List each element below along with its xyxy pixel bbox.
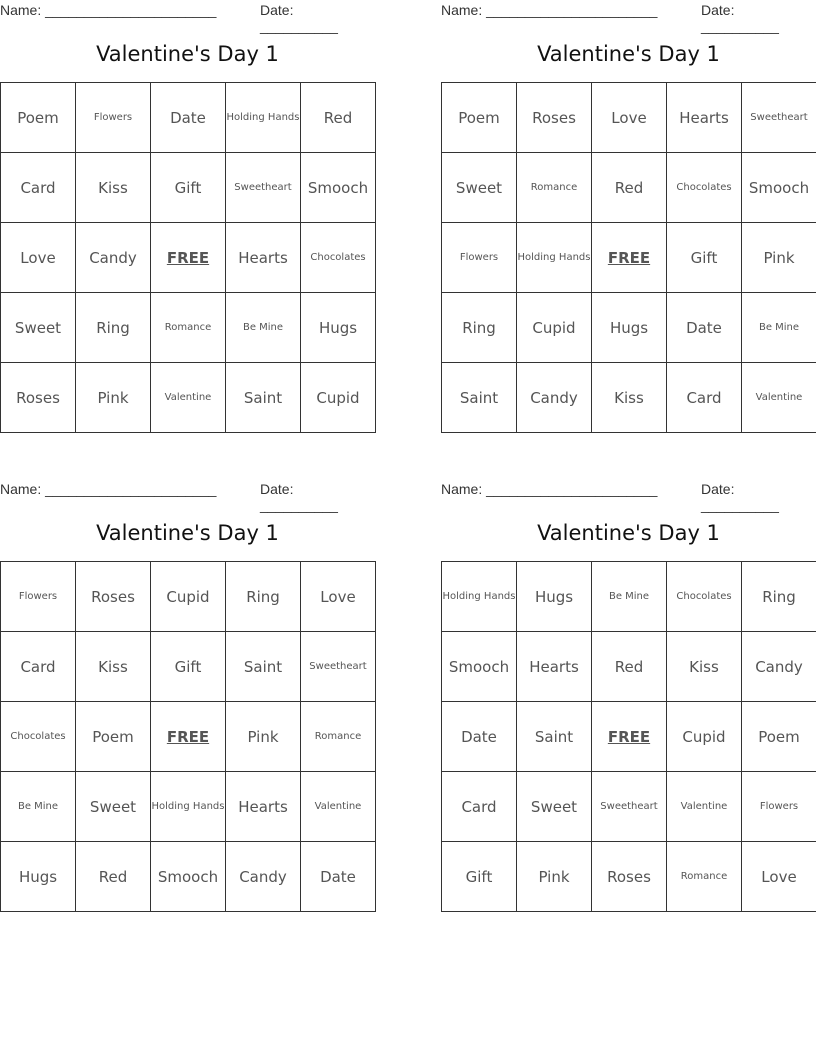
bingo-cell: Sweetheart (592, 772, 667, 842)
bingo-card-4 (441, 479, 816, 911)
bingo-cell: Hugs (1, 842, 76, 912)
grid-row (1, 842, 376, 912)
bingo-cell: Candy (76, 223, 151, 293)
bingo-cell: Hearts (226, 223, 301, 293)
bingo-cell: Pink (226, 702, 301, 772)
bingo-cell: Red (301, 83, 376, 153)
grid-row (1, 363, 376, 433)
bingo-cell: Date (151, 83, 226, 153)
bingo-cell: Kiss (592, 363, 667, 433)
card-title: Valentine's Day 1 (96, 42, 279, 66)
bingo-cell: Holding Hands (226, 83, 301, 153)
grid-row (1, 562, 376, 632)
bingo-cell: Saint (442, 363, 517, 433)
bingo-cell: Poem (76, 702, 151, 772)
bingo-cell: Love (742, 842, 816, 912)
name-field-label: Name: ______________________ (441, 2, 658, 18)
bingo-cell: Kiss (76, 153, 151, 223)
bingo-cell: Hearts (667, 83, 742, 153)
bingo-cell: Candy (517, 363, 592, 433)
bingo-cell: Poem (1, 83, 76, 153)
free-space-cell: FREE (592, 223, 667, 293)
bingo-cell: Love (1, 223, 76, 293)
bingo-cell: Hugs (592, 293, 667, 363)
date-field-label: Date: __________ (701, 2, 779, 34)
grid-row (442, 223, 816, 293)
grid-row (1, 702, 376, 772)
bingo-cell: Holding Hands (517, 223, 592, 293)
date-field-label: Date: __________ (260, 2, 338, 34)
bingo-cell: Date (301, 842, 376, 912)
bingo-cell: Kiss (76, 632, 151, 702)
bingo-cell: Love (592, 83, 667, 153)
bingo-cell: Kiss (667, 632, 742, 702)
date-field-label: Date: __________ (260, 481, 338, 513)
bingo-cell: Red (76, 842, 151, 912)
grid-row (442, 632, 816, 702)
bingo-cell: Valentine (667, 772, 742, 842)
bingo-cell: Date (667, 293, 742, 363)
bingo-cell: Cupid (301, 363, 376, 433)
date-field-label: Date: __________ (701, 481, 779, 513)
bingo-card-2 (441, 0, 816, 432)
grid-row (442, 363, 816, 433)
bingo-cell: Romance (517, 153, 592, 223)
bingo-cell: Be Mine (742, 293, 816, 363)
grid-row (1, 293, 376, 363)
bingo-cell: Sweetheart (226, 153, 301, 223)
card-header (0, 2, 375, 34)
bingo-cell: Saint (226, 632, 301, 702)
card-title: Valentine's Day 1 (537, 521, 720, 545)
name-field-label: Name: ______________________ (0, 481, 217, 497)
bingo-cell: Chocolates (1, 702, 76, 772)
bingo-cell: Sweetheart (742, 83, 816, 153)
bingo-cell: Be Mine (592, 562, 667, 632)
bingo-cell: Valentine (301, 772, 376, 842)
bingo-cell: Cupid (667, 702, 742, 772)
bingo-cell: Flowers (742, 772, 816, 842)
bingo-cell: Roses (517, 83, 592, 153)
bingo-cell: Be Mine (1, 772, 76, 842)
bingo-cell: Romance (301, 702, 376, 772)
bingo-cell: Poem (742, 702, 816, 772)
bingo-cell: Sweet (1, 293, 76, 363)
bingo-grid (441, 561, 816, 912)
bingo-cell: Pink (517, 842, 592, 912)
bingo-cell: Gift (442, 842, 517, 912)
grid-row (442, 772, 816, 842)
bingo-cell: Chocolates (667, 562, 742, 632)
bingo-cell: Cupid (151, 562, 226, 632)
bingo-grid (441, 82, 816, 433)
bingo-cell: Gift (151, 153, 226, 223)
bingo-cell: Hearts (226, 772, 301, 842)
card-title: Valentine's Day 1 (96, 521, 279, 545)
bingo-cell: Card (442, 772, 517, 842)
bingo-cell: Chocolates (667, 153, 742, 223)
bingo-cell: Gift (151, 632, 226, 702)
bingo-cell: Smooch (151, 842, 226, 912)
bingo-card-3 (0, 479, 375, 911)
grid-row (442, 562, 816, 632)
bingo-cell: Saint (226, 363, 301, 433)
bingo-cell: Date (442, 702, 517, 772)
bingo-cell: Hearts (517, 632, 592, 702)
grid-row (1, 632, 376, 702)
grid-row (442, 153, 816, 223)
bingo-cell: Card (1, 632, 76, 702)
bingo-cell: Flowers (76, 83, 151, 153)
card-title: Valentine's Day 1 (537, 42, 720, 66)
free-space-cell: FREE (151, 223, 226, 293)
bingo-cell: Valentine (151, 363, 226, 433)
bingo-cell: Roses (1, 363, 76, 433)
bingo-card-1 (0, 0, 375, 432)
bingo-cell: Red (592, 632, 667, 702)
bingo-cell: Ring (226, 562, 301, 632)
bingo-cell: Sweet (517, 772, 592, 842)
bingo-cell: Chocolates (301, 223, 376, 293)
grid-row (442, 842, 816, 912)
grid-row (1, 153, 376, 223)
bingo-cell: Smooch (301, 153, 376, 223)
grid-row (1, 83, 376, 153)
bingo-cell: Holding Hands (151, 772, 226, 842)
bingo-cell: Smooch (742, 153, 816, 223)
bingo-cell: Candy (226, 842, 301, 912)
grid-row (442, 293, 816, 363)
bingo-cell: Pink (742, 223, 816, 293)
bingo-cell: Poem (442, 83, 517, 153)
bingo-cell: Ring (442, 293, 517, 363)
bingo-cell: Romance (667, 842, 742, 912)
bingo-cell: Romance (151, 293, 226, 363)
bingo-cell: Love (301, 562, 376, 632)
bingo-cell: Flowers (1, 562, 76, 632)
bingo-cell: Ring (76, 293, 151, 363)
bingo-grid (0, 561, 376, 912)
grid-row (1, 772, 376, 842)
bingo-cell: Cupid (517, 293, 592, 363)
free-space-cell: FREE (592, 702, 667, 772)
bingo-cell: Roses (592, 842, 667, 912)
bingo-grid (0, 82, 376, 433)
grid-row (442, 83, 816, 153)
card-header (0, 481, 375, 513)
bingo-cell: Pink (76, 363, 151, 433)
bingo-cell: Gift (667, 223, 742, 293)
bingo-cell: Red (592, 153, 667, 223)
name-field-label: Name: ______________________ (441, 481, 658, 497)
name-field-label: Name: ______________________ (0, 2, 217, 18)
card-header (441, 2, 816, 34)
bingo-cell: Sweet (76, 772, 151, 842)
bingo-cell: Roses (76, 562, 151, 632)
bingo-cell: Holding Hands (442, 562, 517, 632)
bingo-cell: Candy (742, 632, 816, 702)
bingo-cell: Hugs (517, 562, 592, 632)
grid-row (1, 223, 376, 293)
bingo-cell: Sweetheart (301, 632, 376, 702)
free-space-cell: FREE (151, 702, 226, 772)
grid-row (442, 702, 816, 772)
bingo-cell: Smooch (442, 632, 517, 702)
bingo-cell: Saint (517, 702, 592, 772)
bingo-cell: Card (1, 153, 76, 223)
bingo-cell: Sweet (442, 153, 517, 223)
bingo-cell: Hugs (301, 293, 376, 363)
bingo-cell: Card (667, 363, 742, 433)
bingo-cell: Flowers (442, 223, 517, 293)
bingo-cell: Valentine (742, 363, 816, 433)
bingo-cell: Be Mine (226, 293, 301, 363)
bingo-cell: Ring (742, 562, 816, 632)
card-header (441, 481, 816, 513)
